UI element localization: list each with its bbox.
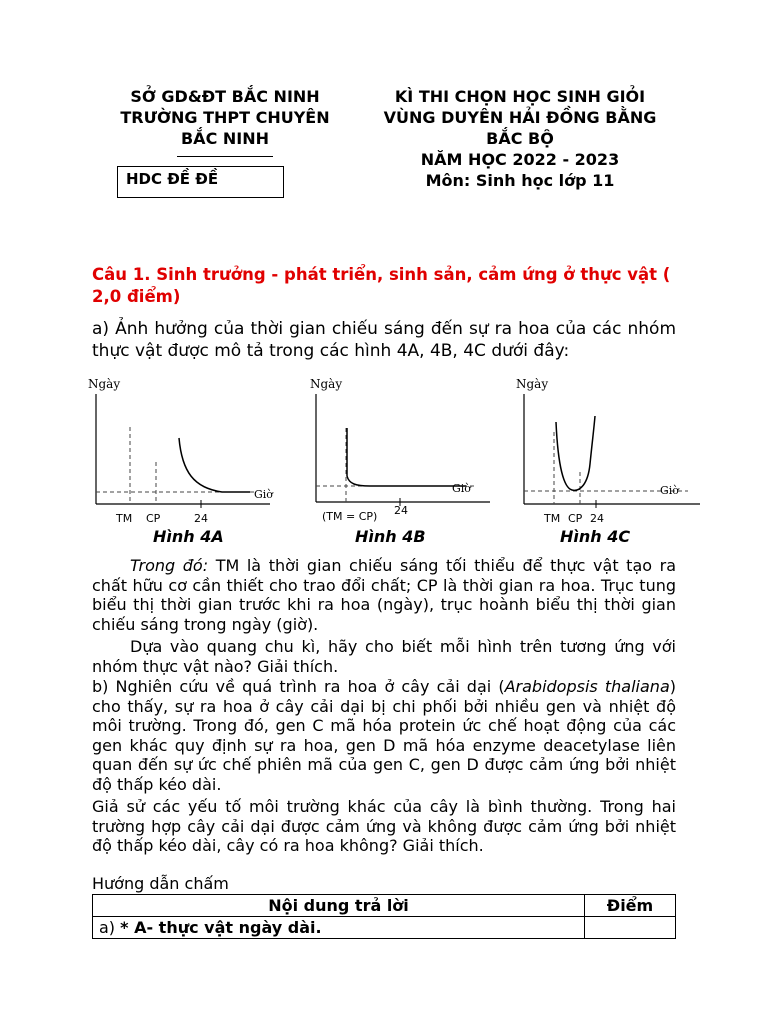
part-b-paragraph: [92, 677, 676, 794]
tick-24-label: 24: [394, 504, 408, 517]
exam-title-line2: VÙNG DUYÊN HẢI ĐỒNG BẰNG: [383, 108, 657, 127]
y-axis-label: Ngày: [516, 377, 549, 391]
header-content: Nội dung trả lời: [93, 895, 585, 917]
caption-4c: Hình 4C: [560, 527, 631, 546]
tick-24-label: 24: [590, 512, 604, 524]
figure-4c: [510, 372, 710, 524]
answer-key-label: HDC ĐỀ ĐỀ: [126, 170, 219, 188]
caption-4b: Hình 4B: [355, 527, 426, 546]
school-name-line1: TRƯỜNG THPT CHUYÊN: [120, 108, 330, 127]
x-axis-label: Giờ: [254, 488, 273, 501]
row-prefix: a): [99, 918, 121, 937]
question-a-paragraph: Dựa vào quang chu kì, hãy cho biết mỗi hình trên tương ứng với nhóm thực vật nào? Giải thích.: [92, 637, 676, 676]
definition-paragraph: [92, 556, 676, 634]
caption-4a: Hình 4A: [153, 527, 224, 546]
subject: Môn: Sinh học lớp 11: [425, 171, 615, 190]
definition-text: TM là thời gian chiếu sáng tối thiểu để thực vật tạo ra chất hữu cơ cần thiết cho trao đổi chất; CP là thời gian ra hoa. Trục tung biểu thị thời gian trước khi ra hoa (ngày), trục hoành biểu thị thời gian chiếu sáng trong ngày (giờ).: [92, 556, 676, 634]
answer-key-box: [117, 166, 284, 198]
question-title: Câu 1. Sinh trưởng - phát triển, sinh sản, cảm ứng ở thực vật ( 2,0 điểm): [92, 265, 671, 306]
exam-title-line1: KÌ THI CHỌN HỌC SINH GIỎI: [394, 87, 646, 106]
tm-cp-label: (TM = CP): [322, 510, 378, 523]
figure-4a: [82, 372, 292, 524]
school-header: [90, 86, 360, 166]
divider: [177, 156, 273, 157]
y-axis-label: Ngày: [88, 377, 121, 391]
flowering-curve: [347, 428, 466, 486]
cp-label: CP: [568, 512, 583, 524]
grading-guide-label: Hướng dẫn chấm: [92, 874, 229, 893]
cp-label: CP: [146, 512, 161, 524]
part-b-question: Giả sử các yếu tố môi trường khác của cây là bình thường. Trong hai trường hợp cây cải dại được cảm ứng và không được cảm ứng bởi nhiệt độ thấp kéo dài, cây có ra hoa không? Giải thích.: [92, 797, 676, 855]
table-header-row: [93, 895, 676, 917]
species-name: Arabidopsis thaliana: [504, 677, 670, 696]
table-row: [93, 917, 676, 939]
part-a-intro: a) Ảnh hưởng của thời gian chiếu sáng đến sự ra hoa của các nhóm thực vật được mô tả trong các hình 4A, 4B, 4C dưới đây:: [92, 319, 676, 361]
header-score: Điểm: [585, 895, 676, 917]
x-axis-label: Giờ: [452, 482, 471, 495]
row-answer: * A- thực vật ngày dài.: [120, 918, 322, 937]
tm-label: TM: [544, 512, 561, 524]
dept-name: SỞ GD&ĐT BẮC NINH: [130, 87, 320, 106]
tick-24-label: 24: [194, 512, 208, 524]
school-name-line2: BẮC NINH: [180, 129, 269, 148]
grading-table: [92, 894, 676, 939]
exam-title-line3: BẮC BỘ: [486, 129, 554, 148]
figure-4b: [300, 372, 500, 524]
flowering-curve: [179, 438, 250, 492]
flowering-curve: [556, 416, 595, 490]
row-content: [93, 917, 585, 939]
exam-header: [360, 86, 680, 191]
school-year: NĂM HỌC 2022 - 2023: [420, 150, 620, 169]
part-b-text-1: b) Nghiên cứu về quá trình ra hoa ở cây cải dại (: [92, 677, 505, 696]
row-score: [585, 917, 676, 939]
definition-lead: Trong đó:: [130, 556, 209, 575]
y-axis-label: Ngày: [310, 377, 343, 391]
x-axis-label: Giờ: [660, 484, 679, 497]
tm-label: TM: [116, 512, 133, 524]
part-b-text-2: ) cho thấy, sự ra hoa ở cây cải dại bị chi phối bởi nhiều gen và nhiệt độ môi trường. Trong đó, gen C mã hóa protein ức chế hoạt động của các gen khác quy định sự ra hoa, gen D mã hóa enzyme deacetylase liên quan đến sự ức chế phiên mã của gen C, gen D được cảm ứng bởi nhiệt độ thấp kéo dài.: [92, 677, 676, 794]
